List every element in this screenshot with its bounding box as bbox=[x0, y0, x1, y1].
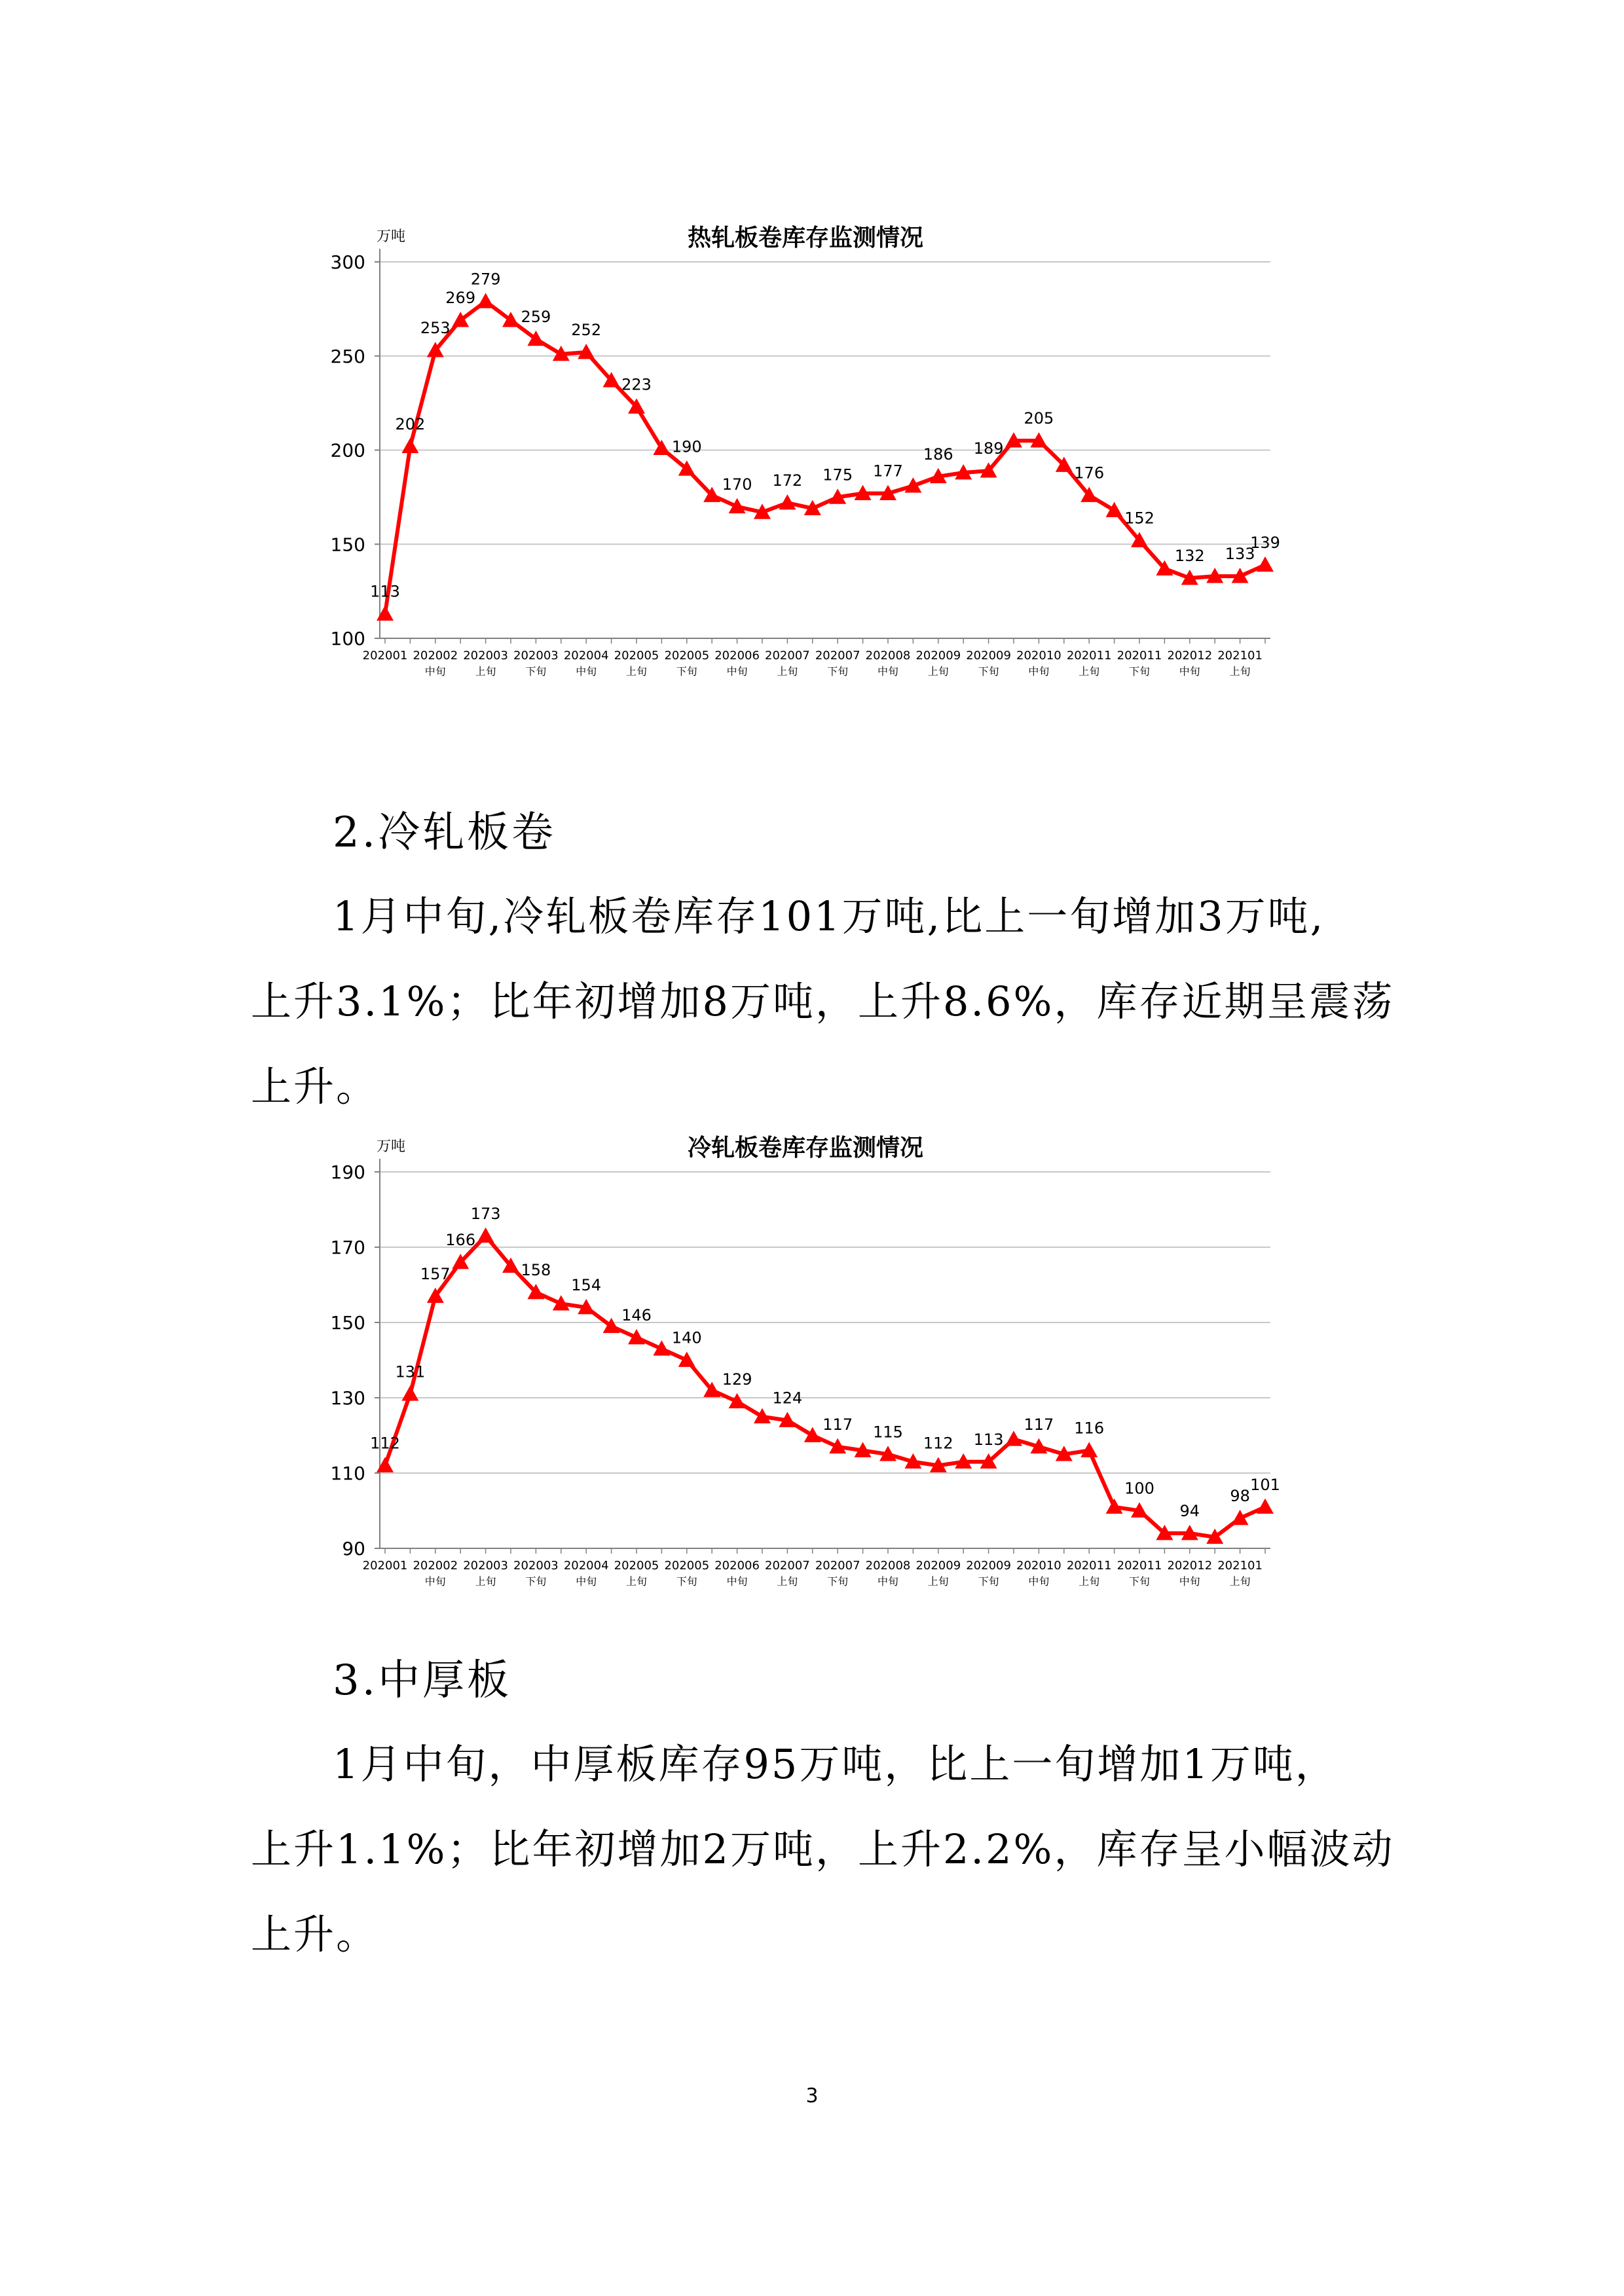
data-label: 113 bbox=[370, 582, 400, 601]
x-tick-label: 202007 bbox=[765, 649, 810, 663]
x-tick-sublabel: 上旬 bbox=[1079, 1575, 1100, 1588]
x-tick-label: 202011 bbox=[1066, 649, 1112, 663]
x-tick-label: 202004 bbox=[563, 649, 609, 663]
data-label: 170 bbox=[722, 475, 752, 494]
x-tick-sublabel: 上旬 bbox=[1229, 665, 1251, 678]
x-tick-sublabel: 中旬 bbox=[576, 665, 597, 678]
x-tick-sublabel: 上旬 bbox=[625, 665, 648, 678]
data-label: 154 bbox=[571, 1276, 602, 1294]
data-label: 116 bbox=[1074, 1419, 1105, 1438]
data-point-marker bbox=[401, 1385, 418, 1400]
paragraph-line: 上升1.1%；比年初增加2万吨，上升2.2%，库存呈小幅波动 bbox=[251, 1825, 1395, 1873]
y-tick-label: 130 bbox=[330, 1387, 365, 1409]
section-heading-cold-rolled: 2.冷轧板卷 bbox=[333, 809, 557, 857]
x-tick-label: 202007 bbox=[815, 649, 860, 663]
x-tick-sublabel: 下旬 bbox=[827, 1575, 849, 1588]
data-label: 202 bbox=[395, 414, 426, 433]
x-tick-sublabel: 中旬 bbox=[726, 665, 748, 678]
data-label: 132 bbox=[1174, 547, 1205, 565]
x-tick-sublabel: 上旬 bbox=[475, 1575, 496, 1588]
x-tick-sublabel: 上旬 bbox=[777, 1575, 798, 1588]
x-tick-sublabel: 下旬 bbox=[676, 1575, 697, 1588]
x-tick-label: 202007 bbox=[815, 1559, 860, 1573]
x-tick-sublabel: 上旬 bbox=[777, 665, 798, 678]
x-tick-label: 202005 bbox=[664, 1559, 710, 1573]
data-label: 152 bbox=[1124, 509, 1154, 528]
data-label: 146 bbox=[621, 1306, 652, 1324]
data-point-marker bbox=[1257, 1499, 1274, 1514]
x-tick-sublabel: 下旬 bbox=[978, 665, 999, 678]
x-tick-label: 202007 bbox=[765, 1559, 810, 1573]
data-label: 176 bbox=[1074, 464, 1105, 483]
x-tick-sublabel: 中旬 bbox=[1179, 1575, 1200, 1588]
data-label: 140 bbox=[671, 1328, 702, 1347]
data-label: 269 bbox=[445, 289, 476, 308]
paragraph-line: 上升。 bbox=[251, 1063, 379, 1110]
x-tick-sublabel: 上旬 bbox=[1229, 1575, 1251, 1588]
data-point-marker bbox=[1106, 502, 1123, 517]
data-point-marker bbox=[477, 293, 494, 308]
paragraph-line: 1月中旬,冷轧板卷库存101万吨,比上一旬增加3万吨, bbox=[333, 892, 1325, 940]
x-tick-label: 202006 bbox=[714, 649, 760, 663]
data-label: 115 bbox=[873, 1423, 903, 1442]
y-tick-label: 190 bbox=[330, 1161, 365, 1183]
x-tick-label: 202005 bbox=[664, 649, 710, 663]
x-tick-label: 202011 bbox=[1116, 1559, 1162, 1573]
series-line bbox=[385, 301, 1265, 613]
paragraph-line: 上升。 bbox=[251, 1910, 379, 1958]
x-tick-label: 202011 bbox=[1116, 649, 1162, 663]
data-label: 100 bbox=[1124, 1479, 1154, 1498]
data-label: 173 bbox=[470, 1204, 501, 1223]
section-heading-medium-plate: 3.中厚板 bbox=[333, 1656, 512, 1705]
x-tick-label: 202009 bbox=[966, 649, 1011, 663]
x-tick-label: 202008 bbox=[865, 1559, 911, 1573]
cold-rolled-chart-svg bbox=[314, 1126, 1310, 1597]
x-tick-label: 202012 bbox=[1167, 1559, 1213, 1573]
data-point-marker bbox=[1257, 556, 1274, 572]
x-tick-sublabel: 下旬 bbox=[525, 665, 547, 678]
data-label: 189 bbox=[973, 439, 1004, 458]
x-tick-label: 202005 bbox=[614, 649, 659, 663]
y-tick-label: 250 bbox=[330, 345, 365, 367]
x-tick-label: 202005 bbox=[614, 1559, 659, 1573]
data-label: 131 bbox=[395, 1362, 426, 1381]
data-label: 117 bbox=[822, 1415, 853, 1434]
data-label: 252 bbox=[571, 321, 602, 339]
data-label: 175 bbox=[822, 465, 853, 484]
data-label: 129 bbox=[722, 1370, 752, 1389]
chart-title: 冷轧板卷库存监测情况 bbox=[687, 1135, 924, 1161]
data-label: 139 bbox=[1250, 533, 1280, 552]
data-label: 158 bbox=[521, 1261, 551, 1279]
medium-plate-paragraph bbox=[251, 1722, 1403, 1977]
x-tick-sublabel: 下旬 bbox=[827, 665, 849, 678]
x-tick-sublabel: 中旬 bbox=[424, 1575, 446, 1588]
x-tick-label: 202003 bbox=[513, 1559, 559, 1573]
y-tick-label: 110 bbox=[330, 1463, 365, 1484]
data-point-marker bbox=[779, 494, 796, 509]
y-tick-label: 170 bbox=[330, 1237, 365, 1258]
data-point-marker bbox=[401, 438, 418, 453]
x-tick-label: 202006 bbox=[714, 1559, 760, 1573]
x-tick-sublabel: 中旬 bbox=[1028, 1575, 1050, 1588]
data-label: 172 bbox=[772, 471, 803, 490]
data-label: 112 bbox=[370, 1434, 400, 1453]
x-tick-sublabel: 下旬 bbox=[525, 1575, 547, 1588]
y-unit-label: 万吨 bbox=[377, 1139, 406, 1155]
data-point-marker bbox=[1005, 1430, 1022, 1446]
data-label: 117 bbox=[1024, 1415, 1054, 1434]
data-label: 166 bbox=[445, 1231, 476, 1249]
x-tick-sublabel: 上旬 bbox=[1079, 665, 1100, 678]
data-label: 177 bbox=[873, 462, 903, 481]
x-tick-label: 202008 bbox=[865, 649, 911, 663]
x-tick-label: 202010 bbox=[1016, 1559, 1061, 1573]
data-point-marker bbox=[377, 606, 394, 621]
x-tick-sublabel: 下旬 bbox=[676, 665, 697, 678]
x-tick-sublabel: 中旬 bbox=[877, 1575, 899, 1588]
data-label: 124 bbox=[772, 1389, 803, 1408]
y-tick-label: 100 bbox=[330, 628, 365, 649]
y-tick-label: 90 bbox=[342, 1538, 365, 1559]
data-label: 133 bbox=[1225, 545, 1255, 564]
x-tick-sublabel: 中旬 bbox=[726, 1575, 748, 1588]
x-tick-sublabel: 中旬 bbox=[877, 665, 899, 678]
cold-rolled-inventory-chart bbox=[314, 1126, 1310, 1597]
data-label: 190 bbox=[671, 437, 702, 456]
data-point-marker bbox=[377, 1457, 394, 1472]
data-label: 98 bbox=[1230, 1487, 1250, 1505]
hot-rolled-inventory-chart bbox=[314, 216, 1310, 687]
x-tick-sublabel: 上旬 bbox=[625, 1575, 648, 1588]
x-tick-label: 202003 bbox=[513, 649, 559, 663]
data-label: 112 bbox=[923, 1434, 953, 1453]
x-tick-label: 202002 bbox=[413, 1559, 458, 1573]
x-tick-sublabel: 中旬 bbox=[1179, 665, 1200, 678]
data-label: 205 bbox=[1024, 409, 1054, 428]
data-label: 101 bbox=[1250, 1475, 1280, 1494]
paragraph-line: 1月中旬，中厚板库存95万吨，比上一旬增加1万吨， bbox=[333, 1740, 1338, 1788]
x-tick-label: 202009 bbox=[966, 1559, 1011, 1573]
x-tick-sublabel: 上旬 bbox=[475, 665, 496, 678]
y-tick-label: 200 bbox=[330, 439, 365, 462]
x-tick-sublabel: 上旬 bbox=[927, 665, 949, 678]
x-tick-label: 202009 bbox=[915, 1559, 961, 1573]
y-unit-label: 万吨 bbox=[377, 228, 406, 245]
chart-title: 热轧板卷库存监测情况 bbox=[687, 225, 924, 251]
x-tick-label: 202009 bbox=[915, 649, 961, 663]
x-tick-label: 202101 bbox=[1217, 1559, 1263, 1573]
x-tick-sublabel: 下旬 bbox=[1128, 665, 1151, 678]
x-tick-label: 202002 bbox=[413, 649, 458, 663]
data-label: 157 bbox=[420, 1264, 451, 1283]
data-point-marker bbox=[477, 1228, 494, 1243]
x-tick-sublabel: 上旬 bbox=[927, 1575, 949, 1588]
x-tick-label: 202011 bbox=[1066, 1559, 1112, 1573]
data-label: 279 bbox=[470, 270, 501, 289]
data-label: 259 bbox=[521, 307, 551, 326]
x-tick-sublabel: 下旬 bbox=[978, 1575, 999, 1588]
data-label: 94 bbox=[1179, 1502, 1200, 1520]
x-tick-label: 202010 bbox=[1016, 649, 1061, 663]
paragraph-line: 上升3.1%；比年初增加8万吨，上升8.6%，库存近期呈震荡 bbox=[251, 977, 1395, 1025]
x-tick-label: 202003 bbox=[463, 649, 508, 663]
data-label: 113 bbox=[973, 1430, 1004, 1449]
data-label: 253 bbox=[420, 319, 451, 338]
cold-rolled-paragraph bbox=[251, 874, 1403, 1129]
x-tick-sublabel: 中旬 bbox=[424, 665, 446, 678]
data-label: 186 bbox=[923, 445, 953, 464]
y-tick-label: 300 bbox=[330, 251, 365, 273]
hot-rolled-chart-svg bbox=[314, 216, 1310, 687]
y-tick-label: 150 bbox=[330, 534, 365, 556]
x-tick-label: 202001 bbox=[362, 649, 408, 663]
x-tick-label: 202001 bbox=[362, 1559, 408, 1573]
x-tick-sublabel: 下旬 bbox=[1128, 1575, 1151, 1588]
data-label: 223 bbox=[621, 375, 652, 394]
page-number: 3 bbox=[805, 2085, 819, 2107]
y-tick-label: 150 bbox=[330, 1312, 365, 1334]
x-tick-label: 202004 bbox=[563, 1559, 609, 1573]
x-tick-sublabel: 中旬 bbox=[1028, 665, 1050, 678]
x-tick-label: 202003 bbox=[463, 1559, 508, 1573]
x-tick-label: 202101 bbox=[1217, 649, 1263, 663]
x-tick-sublabel: 中旬 bbox=[576, 1575, 597, 1588]
data-point-marker bbox=[804, 1427, 821, 1442]
x-tick-label: 202012 bbox=[1167, 649, 1213, 663]
